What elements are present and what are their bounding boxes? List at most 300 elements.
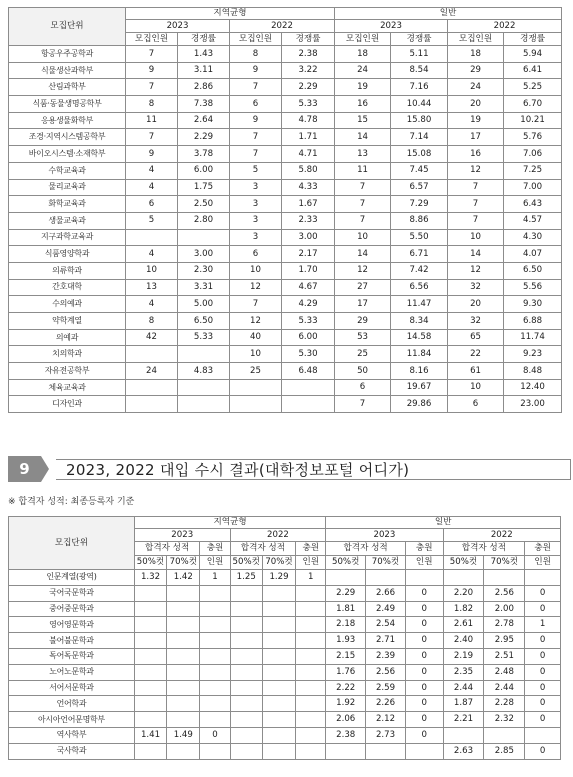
value-cell: 10 [230,262,282,279]
value-cell: 0 [405,696,443,712]
dept-name-cell: 아시아언어문명학부 [9,712,135,728]
value-cell: 7 [448,212,504,229]
value-cell: 15.80 [391,112,448,129]
value-cell [262,648,295,664]
value-cell: 14 [335,246,391,263]
value-cell: 13 [335,146,391,163]
value-cell: 1.70 [282,262,335,279]
header-score: 합격자 성적 [230,542,296,556]
value-cell: 7 [335,196,391,213]
value-cell: 7 [448,196,504,213]
value-cell: 4.83 [178,363,230,380]
header-fill-2: 인원 [296,556,326,570]
value-cell [262,696,295,712]
value-cell: 2.85 [484,743,525,759]
value-cell [230,696,262,712]
table-row [9,664,561,680]
dept-name-cell: 의예과 [9,329,126,346]
value-cell: 1.42 [167,570,200,586]
dept-name-cell: 의류학과 [9,262,126,279]
value-cell: 2.00 [484,601,525,617]
value-cell: 50 [335,363,391,380]
value-cell: 11.74 [504,329,562,346]
value-cell: 7 [230,296,282,313]
value-cell: 6.50 [504,262,562,279]
value-cell: 3.00 [282,229,335,246]
value-cell [484,727,525,743]
value-cell: 2.38 [326,727,366,743]
value-cell [405,743,443,759]
value-cell [200,648,230,664]
value-cell [134,633,166,649]
header-general: 일반 [326,517,561,529]
table-row [9,727,561,743]
dept-name-cell: 식물생산과학부 [9,62,126,79]
header-fill-1: 충원 [525,542,561,556]
value-cell [178,396,230,413]
value-cell: 15 [335,112,391,129]
value-cell: 1.49 [167,727,200,743]
value-cell: 29 [448,62,504,79]
value-cell: 9 [230,62,282,79]
value-cell: 2.18 [326,617,366,633]
value-cell: 5.33 [178,329,230,346]
value-cell: 7.14 [391,129,448,146]
dept-name-cell: 독어독문학과 [9,648,135,664]
value-cell: 1 [525,617,561,633]
table-row [9,279,562,296]
value-cell [167,617,200,633]
table-row [9,162,562,179]
value-cell: 5.76 [504,129,562,146]
value-cell: 0 [525,648,561,664]
dept-name-cell: 항공우주공학과 [9,46,126,63]
value-cell [262,585,295,601]
table-row [9,346,562,363]
header-regional: 지역균형 [134,517,325,529]
table-row [9,246,562,263]
value-cell: 10 [448,229,504,246]
value-cell: 6 [448,396,504,413]
value-cell [230,664,262,680]
header-pct50: 50%컷 [326,556,366,570]
value-cell: 6.43 [504,196,562,213]
value-cell: 10.44 [391,96,448,113]
value-cell: 4.57 [504,212,562,229]
value-cell: 18 [335,46,391,63]
value-cell: 1.81 [326,601,366,617]
value-cell [167,648,200,664]
value-cell: 7 [230,129,282,146]
value-cell: 7 [230,79,282,96]
value-cell: 2.06 [326,712,366,728]
value-cell [200,680,230,696]
value-cell: 6.56 [391,279,448,296]
value-cell: 16 [335,96,391,113]
header-unit: 모집단위 [9,8,126,46]
value-cell: 7 [126,46,178,63]
value-cell [230,379,282,396]
value-cell: 2.26 [366,696,406,712]
value-cell: 3 [230,196,282,213]
value-cell: 6.00 [282,329,335,346]
value-cell [167,743,200,759]
value-cell: 1.41 [134,727,166,743]
value-cell: 32 [448,313,504,330]
value-cell: 0 [200,727,230,743]
value-cell [134,712,166,728]
table-row [9,617,561,633]
value-cell [296,680,326,696]
dept-name-cell: 국어국문학과 [9,585,135,601]
value-cell: 1.87 [443,696,484,712]
value-cell: 16 [448,146,504,163]
table-row [9,585,561,601]
value-cell [230,601,262,617]
value-cell: 4.71 [282,146,335,163]
table-row [9,129,562,146]
value-cell: 5 [230,162,282,179]
value-cell: 7 [126,79,178,96]
table-row [9,262,562,279]
value-cell: 0 [525,712,561,728]
value-cell: 6.71 [391,246,448,263]
value-cell: 10 [448,379,504,396]
value-cell [230,633,262,649]
value-cell: 2.61 [443,617,484,633]
value-cell: 2.71 [366,633,406,649]
value-cell: 5 [126,212,178,229]
value-cell: 10 [335,229,391,246]
value-cell [167,680,200,696]
table-row [9,212,562,229]
value-cell: 6 [230,96,282,113]
value-cell: 0 [525,696,561,712]
value-cell: 5.50 [391,229,448,246]
value-cell [296,664,326,680]
header-fill-1: 충원 [296,542,326,556]
value-cell: 2.78 [484,617,525,633]
header-score: 합격자 성적 [326,542,406,556]
value-cell [282,379,335,396]
value-cell: 2.22 [326,680,366,696]
value-cell: 1.93 [326,633,366,649]
dept-name-cell: 치의학과 [9,346,126,363]
value-cell: 2.59 [366,680,406,696]
value-cell [296,585,326,601]
dept-name-cell: 간호대학 [9,279,126,296]
value-cell [262,712,295,728]
table-row [9,680,561,696]
value-cell [484,570,525,586]
value-cell [126,346,178,363]
header-quota: 모집인원 [230,33,282,46]
value-cell: 1.32 [134,570,166,586]
value-cell: 5.94 [504,46,562,63]
dept-name-cell: 약학계열 [9,313,126,330]
value-cell: 5.33 [282,96,335,113]
value-cell: 24 [335,62,391,79]
value-cell: 29 [335,313,391,330]
value-cell: 5.11 [391,46,448,63]
value-cell [262,633,295,649]
value-cell [296,633,326,649]
value-cell [262,727,295,743]
header-general: 일반 [335,8,562,20]
header-fill-2: 인원 [200,556,230,570]
value-cell [230,727,262,743]
header-year: 2022 [230,20,335,33]
value-cell: 5.56 [504,279,562,296]
value-cell: 2.73 [366,727,406,743]
value-cell: 0 [405,585,443,601]
value-cell: 2.15 [326,648,366,664]
value-cell [126,396,178,413]
value-cell: 61 [448,363,504,380]
value-cell: 6.48 [282,363,335,380]
header-year: 2023 [126,20,230,33]
value-cell [134,680,166,696]
dept-name-cell: 바이오시스템·소재학부 [9,146,126,163]
value-cell: 17 [448,129,504,146]
value-cell: 5.25 [504,79,562,96]
value-cell [134,696,166,712]
value-cell [134,664,166,680]
dept-name-cell: 인문계열(광역) [9,570,135,586]
value-cell: 0 [525,601,561,617]
value-cell [134,743,166,759]
value-cell [230,617,262,633]
table-row [9,712,561,728]
header-fill-2: 인원 [405,556,443,570]
value-cell [200,743,230,759]
value-cell [178,379,230,396]
value-cell: 5.80 [282,162,335,179]
value-cell [296,601,326,617]
header-pct70: 70%컷 [484,556,525,570]
table-row [9,96,562,113]
table-row [9,379,562,396]
value-cell [296,712,326,728]
value-cell: 2.66 [366,585,406,601]
table-row [9,62,562,79]
table-row [9,229,562,246]
value-cell: 2.19 [443,648,484,664]
value-cell: 3.11 [178,62,230,79]
header-quota: 모집인원 [126,33,178,46]
dept-name-cell: 디자인과 [9,396,126,413]
value-cell: 5.33 [282,313,335,330]
section-header [8,456,561,482]
value-cell [126,229,178,246]
value-cell: 12 [230,313,282,330]
dept-name-cell: 화학교육과 [9,196,126,213]
value-cell: 12 [335,262,391,279]
header-pct50: 50%컷 [134,556,166,570]
header-ratio: 경쟁률 [282,33,335,46]
value-cell: 1.92 [326,696,366,712]
value-cell: 2.30 [178,262,230,279]
dept-name-cell: 국사학과 [9,743,135,759]
value-cell: 2.86 [178,79,230,96]
value-cell: 17 [335,296,391,313]
value-cell [200,601,230,617]
value-cell: 6.50 [178,313,230,330]
value-cell: 24 [126,363,178,380]
header-pct70: 70%컷 [366,556,406,570]
value-cell [262,680,295,696]
value-cell: 1.76 [326,664,366,680]
value-cell: 24 [448,79,504,96]
dept-name-cell: 수의예과 [9,296,126,313]
value-cell: 0 [405,680,443,696]
value-cell: 9.23 [504,346,562,363]
value-cell: 7.25 [504,162,562,179]
value-cell: 6 [335,379,391,396]
value-cell [230,648,262,664]
dept-name-cell: 생물교육과 [9,212,126,229]
header-ratio: 경쟁률 [391,33,448,46]
value-cell: 11.47 [391,296,448,313]
value-cell: 40 [230,329,282,346]
dept-name-cell: 언어학과 [9,696,135,712]
header-quota: 모집인원 [335,33,391,46]
value-cell [167,696,200,712]
dept-name-cell: 식품·동물생명공학부 [9,96,126,113]
header-score: 합격자 성적 [443,542,525,556]
value-cell: 11.84 [391,346,448,363]
value-cell: 5.30 [282,346,335,363]
value-cell: 8 [126,313,178,330]
value-cell: 4.29 [282,296,335,313]
value-cell: 0 [525,743,561,759]
value-cell: 14.58 [391,329,448,346]
table-row [9,112,562,129]
value-cell: 12 [230,279,282,296]
value-cell: 1.43 [178,46,230,63]
value-cell: 2.64 [178,112,230,129]
value-cell: 2.54 [366,617,406,633]
value-cell [525,570,561,586]
value-cell [366,743,406,759]
table-row [9,570,561,586]
header-fill-2: 인원 [525,556,561,570]
dept-name-cell: 지구과학교육과 [9,229,126,246]
value-cell: 2.29 [282,79,335,96]
value-cell: 2.95 [484,633,525,649]
value-cell: 2.21 [443,712,484,728]
value-cell [134,585,166,601]
value-cell [230,585,262,601]
value-cell: 0 [405,664,443,680]
value-cell: 11 [126,112,178,129]
value-cell [326,570,366,586]
table-row [9,648,561,664]
value-cell: 3 [230,179,282,196]
value-cell: 9 [126,62,178,79]
value-cell [443,727,484,743]
value-cell [126,379,178,396]
value-cell: 12 [448,162,504,179]
value-cell: 1.71 [282,129,335,146]
value-cell: 2.49 [366,601,406,617]
value-cell: 27 [335,279,391,296]
value-cell [230,396,282,413]
table-row [9,743,561,759]
value-cell: 6.88 [504,313,562,330]
value-cell: 2.35 [443,664,484,680]
value-cell: 2.38 [282,46,335,63]
value-cell [200,664,230,680]
value-cell [167,633,200,649]
value-cell: 6 [230,246,282,263]
value-cell: 4.33 [282,179,335,196]
value-cell: 2.20 [443,585,484,601]
value-cell [296,727,326,743]
value-cell [282,396,335,413]
dept-name-cell: 영어영문학과 [9,617,135,633]
value-cell: 6.57 [391,179,448,196]
score-note: ※ 합격자 성적: 최종등록자 기준 [8,497,135,507]
dept-name-cell: 자유전공학부 [9,363,126,380]
value-cell [262,601,295,617]
value-cell: 8 [126,96,178,113]
header-year: 2023 [134,529,230,542]
value-cell: 7.06 [504,146,562,163]
header-quota: 모집인원 [448,33,504,46]
value-cell: 29.86 [391,396,448,413]
value-cell: 1.75 [178,179,230,196]
table-row [9,313,562,330]
value-cell: 8.16 [391,363,448,380]
value-cell: 3.31 [178,279,230,296]
header-pct70: 70%컷 [262,556,295,570]
value-cell: 4 [126,179,178,196]
value-cell: 9.30 [504,296,562,313]
value-cell [178,346,230,363]
value-cell: 2.80 [178,212,230,229]
dept-name-cell: 조경·지역시스템공학부 [9,129,126,146]
dept-name-cell: 노어노문학과 [9,664,135,680]
dept-name-cell: 서어서문학과 [9,680,135,696]
value-cell: 19 [335,79,391,96]
value-cell [167,601,200,617]
value-cell: 2.63 [443,743,484,759]
header-year: 2022 [448,20,562,33]
value-cell: 2.40 [443,633,484,649]
value-cell: 23.00 [504,396,562,413]
value-cell: 25 [230,363,282,380]
value-cell: 6.70 [504,96,562,113]
value-cell: 18 [448,46,504,63]
value-cell [262,664,295,680]
table-row [9,46,562,63]
value-cell: 1 [296,570,326,586]
value-cell: 1.29 [262,570,295,586]
value-cell [167,585,200,601]
value-cell: 2.39 [366,648,406,664]
value-cell: 0 [405,617,443,633]
value-cell: 22 [448,346,504,363]
value-cell: 0 [405,601,443,617]
value-cell: 14 [335,129,391,146]
header-regional: 지역균형 [126,8,335,20]
value-cell: 2.44 [443,680,484,696]
value-cell [405,570,443,586]
value-cell [230,680,262,696]
value-cell: 5.00 [178,296,230,313]
value-cell: 3.00 [178,246,230,263]
